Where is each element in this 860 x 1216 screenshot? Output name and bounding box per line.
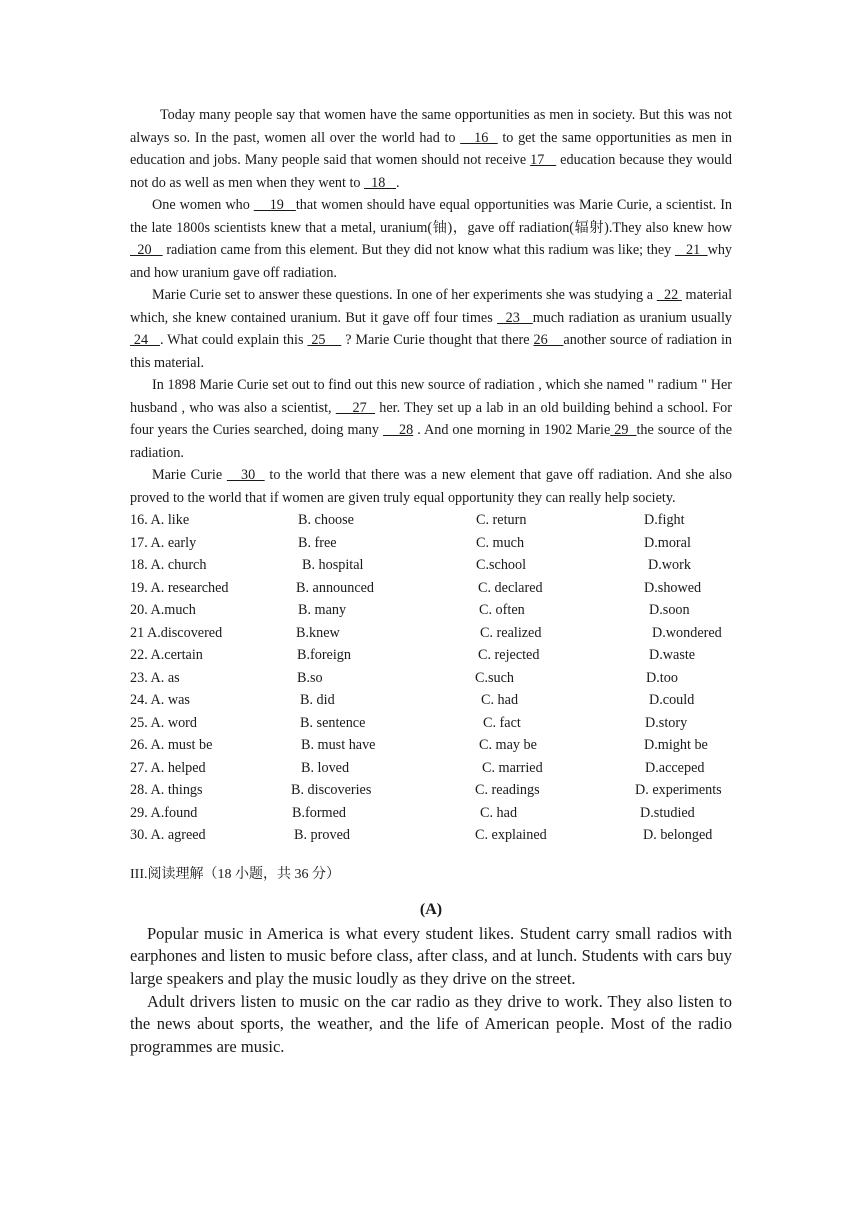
option-c: C. often — [479, 602, 525, 618]
option-c: C. had — [480, 804, 518, 821]
option-c: C. readings — [475, 782, 540, 798]
blank-29: 29 — [610, 422, 637, 438]
option-d: D.moral — [644, 534, 691, 551]
text: material which, she knew contained uranium. But it gave off four times — [130, 287, 733, 326]
option-b: B.foreign — [297, 647, 351, 663]
option-b: B. discoveries — [291, 782, 372, 798]
option-b: B. did — [300, 692, 335, 708]
option-a: 30. A. agreed — [130, 827, 206, 843]
option-b: B. free — [298, 534, 337, 551]
cloze-paragraph-1 — [130, 104, 732, 194]
option-c: C. return — [476, 512, 527, 528]
cloze-paragraph-4 — [130, 374, 732, 464]
option-row-25 — [130, 712, 732, 735]
option-b: B. sentence — [300, 714, 366, 731]
option-d: D.too — [646, 669, 678, 686]
blank-24: 24 — [130, 332, 160, 348]
option-row-16 — [130, 509, 732, 532]
option-b: B. loved — [301, 759, 350, 776]
option-a: 16. A. like — [130, 512, 190, 528]
blank-21: 21 — [674, 242, 708, 258]
text: Marie Curie set to answer these questions. In one of her experiments she was studying a — [152, 287, 657, 303]
option-c: C. realized — [480, 624, 542, 641]
option-d: D.studied — [640, 804, 695, 821]
cloze-paragraph-3 — [130, 284, 732, 374]
option-d: D.waste — [649, 647, 696, 663]
text: why and how uranium gave off radiation. — [130, 242, 733, 281]
option-c: C.school — [476, 557, 527, 573]
option-c: C. much — [476, 534, 525, 551]
option-a: 17. A. early — [130, 534, 197, 551]
option-a: 18. A. church — [130, 557, 207, 573]
option-b: B. many — [298, 602, 347, 618]
blank-16: 16 — [460, 129, 498, 146]
text: Marie Curie — [152, 467, 227, 483]
option-c: C. declared — [478, 579, 543, 596]
option-d: D.work — [648, 557, 691, 573]
option-c: C. rejected — [478, 647, 540, 663]
document-page — [130, 104, 732, 1059]
option-a: 20. A.much — [130, 602, 196, 618]
option-row-23 — [130, 667, 732, 690]
option-c: C. may be — [479, 737, 537, 753]
cloze-paragraph-2 — [130, 194, 732, 284]
option-row-27 — [130, 757, 732, 780]
option-row-26 — [130, 734, 732, 757]
text: that women should have equal opportunities was Marie Curie, a scientist. In the late 1800s scientists knew that a metal, uranium(铀)，gave off radiation(辐射).They also knew how — [130, 197, 733, 236]
passage-title: (A) — [419, 900, 443, 918]
option-a: 28. A. things — [130, 782, 203, 798]
text: ? Marie Curie thought that there — [341, 332, 534, 348]
option-a: 26. A. must be — [130, 737, 213, 753]
text: . — [395, 174, 400, 191]
blank-28: 28 — [382, 422, 414, 438]
option-d: D.fight — [644, 512, 685, 528]
passage-paragraph-1: Popular music in America is what every student likes. Student carry small radios with earphones and listen to music before class, after class, and at lunch. Students with cars buy large speakers and play the music loudly as they drive on the street. — [130, 923, 732, 988]
option-a: 23. A. as — [130, 669, 180, 686]
option-a: 19. A. researched — [130, 579, 229, 596]
text: . What could explain this — [159, 332, 308, 348]
option-row-21 — [130, 622, 732, 645]
option-b: B.so — [297, 669, 323, 686]
option-d: D.might be — [644, 737, 708, 753]
option-b: B. proved — [294, 827, 350, 843]
text: radiation came from this element. But they did not know what this radium was like; they — [162, 242, 675, 258]
option-row-29 — [130, 802, 732, 825]
option-d: D.could — [649, 692, 695, 708]
option-a: 29. A.found — [130, 804, 198, 821]
blank-20: 20 — [130, 242, 163, 258]
text: . And one morning in 1902 Marie — [413, 422, 611, 438]
option-row-20 — [130, 599, 732, 622]
text: much radiation as uranium usually — [532, 309, 732, 326]
option-c: C.such — [475, 669, 515, 686]
option-a: 24. A. was — [130, 692, 190, 708]
text: One women who — [152, 197, 254, 213]
option-b: B. hospital — [302, 557, 364, 573]
option-b: B.formed — [292, 804, 346, 821]
text: to get the same opportunities as men in education and jobs. Many people said that women should not receive — [130, 129, 733, 168]
passage-paragraph-2: Adult drivers listen to music on the car radio as they drive to work. They also listen to the news about sports, the weather, and the life of American people. Most of the radio programmes are music. — [130, 991, 732, 1057]
blank-30: 30 — [226, 467, 265, 483]
blank-17: 17 — [530, 152, 557, 168]
options-list — [130, 509, 732, 847]
option-d: D.showed — [644, 579, 702, 596]
option-row-22 — [130, 644, 732, 667]
option-row-30 — [130, 824, 732, 847]
option-d: D. experiments — [635, 782, 722, 798]
option-d: D.acceped — [645, 759, 705, 776]
option-b: B. choose — [298, 512, 354, 528]
blank-25: 25 — [307, 332, 342, 348]
option-row-28 — [130, 779, 732, 802]
option-a: 21 A.discovered — [130, 624, 223, 641]
blank-23: 23 — [497, 309, 533, 326]
text: to the world that there was a new element that gave off radiation. And she also proved to the world that if women are given truly equal opportunity they can really help society. — [130, 467, 732, 506]
cloze-paragraph-5 — [130, 464, 732, 509]
option-b: B. announced — [296, 579, 375, 596]
option-a: 25. A. word — [130, 714, 197, 731]
option-d: D. belonged — [643, 827, 713, 843]
option-b: B.knew — [296, 624, 340, 641]
option-row-17 — [130, 532, 732, 555]
text: In 1898 Marie Curie set out to find out this new source of radiation , which she named " radium " Her husband , who was also a scientist, — [130, 377, 732, 416]
option-d: D.wondered — [652, 624, 722, 641]
option-d: D.story — [645, 714, 688, 731]
option-c: C. married — [482, 759, 543, 776]
blank-27: 27 — [335, 399, 376, 416]
option-row-19 — [130, 577, 732, 600]
text: education because they would not do as well as men when they went to — [130, 152, 733, 191]
option-b: B. must have — [301, 737, 376, 753]
option-c: C. had — [481, 692, 519, 708]
text: the source of the radiation. — [130, 422, 733, 461]
blank-19: 19 — [253, 197, 296, 213]
text: another source of radiation in this material. — [130, 332, 733, 371]
text: her. They set up a lab in an old building behind a school. For four years the Curies searched, doing many — [130, 399, 733, 438]
option-row-24 — [130, 689, 732, 712]
blank-22: 22 — [656, 287, 682, 303]
option-d: D.soon — [649, 602, 690, 618]
option-a: 22. A.certain — [130, 647, 203, 663]
option-row-18 — [130, 554, 732, 577]
blank-26: 26 — [533, 332, 564, 348]
blank-18: 18 — [364, 174, 396, 191]
text: Today many people say that women have the same opportunities as men in society. But this was not always so. In the past, women all over the world had to — [130, 107, 732, 146]
option-a: 27. A. helped — [130, 759, 206, 776]
option-c: C. explained — [475, 827, 547, 843]
section-heading: III.阅读理解（18 小题，共 36 分） — [130, 866, 340, 882]
option-c: C. fact — [483, 714, 521, 731]
